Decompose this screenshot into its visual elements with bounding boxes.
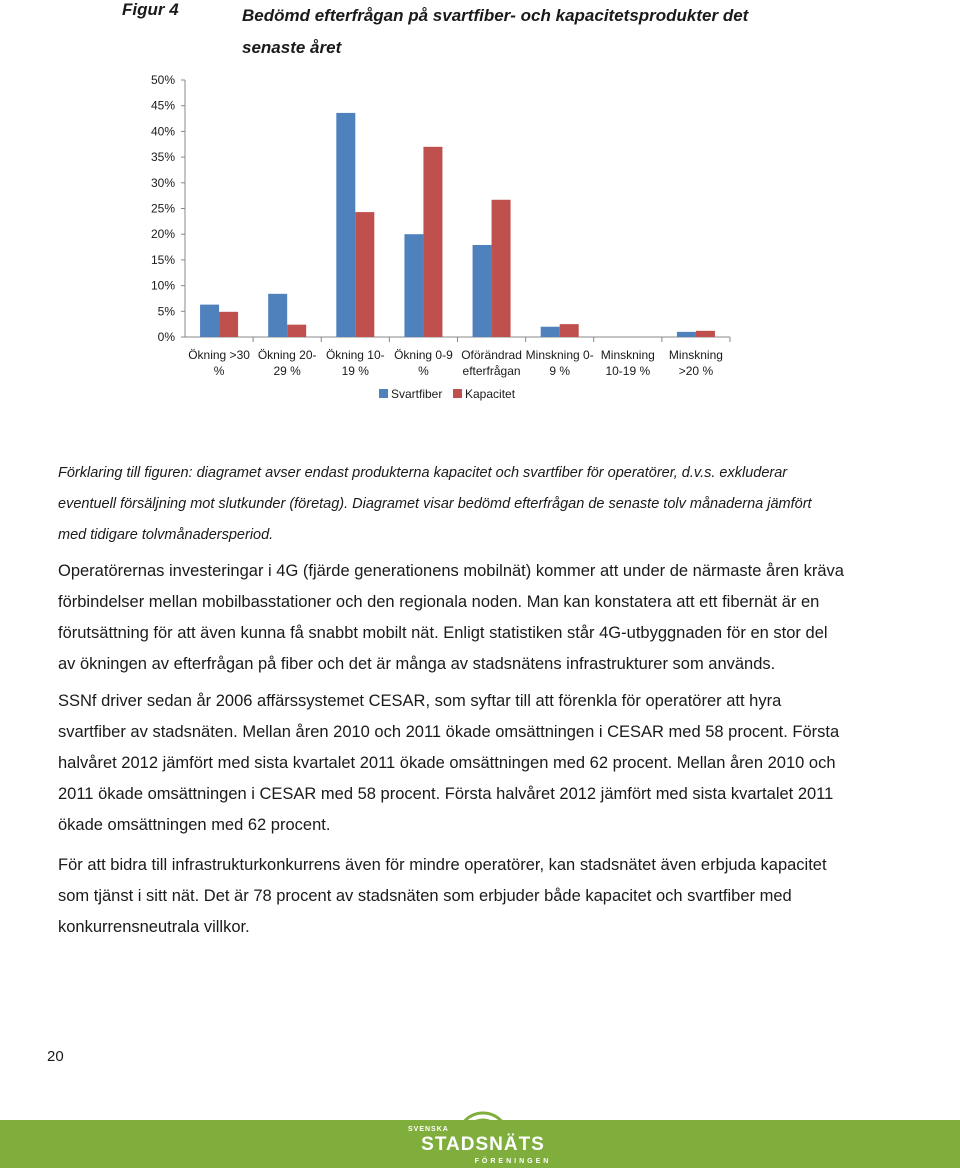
x-tick-label: >20 % <box>678 364 714 378</box>
bar-kapacitet <box>219 312 238 337</box>
logo-top-text: SVENSKA <box>408 1126 449 1133</box>
y-tick-label: 0% <box>157 330 175 344</box>
bar-svartfiber <box>677 332 696 337</box>
bar-kapacitet <box>696 331 715 337</box>
x-tick-label: 29 % <box>273 364 301 378</box>
y-tick-label: 40% <box>150 124 175 139</box>
bar-svartfiber <box>336 113 355 337</box>
x-tick-label: Minskning <box>600 348 655 362</box>
x-tick-label: % <box>418 364 429 378</box>
paragraph-3: För att bidra till infrastrukturkonkurrens även för mindre operatörer, kan stadsnätet även erbjuda kapacitet som tjänst i sitt nät. Det är 78 procent av stadsnäten som erbjuder både kapacitet och svartfiber med konkurrensneutrala villkor. <box>58 856 827 936</box>
logo-bottom-text: FÖRENINGEN <box>474 1158 552 1165</box>
bar-svartfiber <box>473 245 492 337</box>
y-tick-label: 30% <box>150 175 175 190</box>
bar-svartfiber <box>200 305 219 337</box>
page-number: 20 <box>47 1048 64 1065</box>
bar-kapacitet <box>287 325 306 337</box>
stadsnats-logo <box>408 1098 558 1168</box>
y-tick-label: 50% <box>150 73 175 87</box>
y-tick-label: 35% <box>150 150 175 165</box>
y-tick-label: 20% <box>150 227 175 242</box>
x-tick-label: Ökning 10- <box>325 348 385 362</box>
legend-label-kapacitet: Kapacitet <box>465 387 516 401</box>
bar-kapacitet <box>355 212 374 337</box>
logo-main-text: STADSNÄTS <box>421 1134 545 1155</box>
bar-kapacitet <box>492 200 511 337</box>
y-tick-label: 45% <box>150 98 175 113</box>
legend-label-svartfiber: Svartfiber <box>391 387 443 401</box>
figure-title: Bedömd efterfrågan på svartfiber- och kapacitetsprodukter det senaste året <box>242 6 749 57</box>
legend-swatch-svartfiber <box>379 389 388 398</box>
x-tick-label: Minskning <box>668 348 723 362</box>
figure-caption: Förklaring till figuren: diagramet avser endast produkterna kapacitet och svartfiber för operatörer, d.v.s. exkluderar eventuell försäljning mot slutkunder (företag). Diagramet visar bedömd efterfrågan de senaste tolv månaderna jämfört med tidigare tolvmånadersperiod. <box>58 465 812 543</box>
bar-kapacitet <box>560 324 579 337</box>
y-tick-label: 15% <box>150 252 175 267</box>
bar-kapacitet <box>423 147 442 337</box>
bar-svartfiber <box>404 234 423 337</box>
paragraph-2: SSNf driver sedan år 2006 affärssystemet CESAR, som syftar till att förenkla för operatörer att hyra svartfiber av stadsnäten. Mellan åren 2010 och 2011 ökade omsättningen i CESAR med 58 procent. Första halvåret 2012 jämfört med sista kvartalet 2011 ökade omsättningen med 62 procent. Mellan åren 2010 och 2011 ökade omsättningen i CESAR med 58 procent. Första halvåret 2012 jämfört med sista kvartalet 2011 ökade omsättningen med 62 procent. <box>58 692 840 834</box>
legend-swatch-kapacitet <box>453 389 462 398</box>
x-tick-label: Ökning 20- <box>257 348 317 362</box>
x-tick-label: % <box>213 364 225 378</box>
x-tick-label: Minskning 0- <box>525 348 594 362</box>
x-tick-label: Oförändrad <box>461 348 522 362</box>
x-tick-label: 9 % <box>549 364 571 378</box>
paragraph-1: Operatörernas investeringar i 4G (fjärde generationens mobilnät) kommer att under de närmaste åren kräva förbindelser mellan mobilbasstationer och den regionala noden. Man kan konstatera att ett fibernät är en förutsättning för att även kunna få snabbt mobilt nät. Enligt statistiken står 4G-utbyggnaden för en stor del av ökningen av efterfrågan på fiber och det är många av stadsnätens infrastrukturer som används. <box>58 562 844 673</box>
y-tick-label: 5% <box>157 304 175 319</box>
x-tick-label: Ökning 0-9 <box>394 348 453 362</box>
bar-chart <box>0 60 960 420</box>
bar-svartfiber <box>541 327 560 337</box>
y-tick-label: 10% <box>150 278 175 293</box>
y-tick-label: 25% <box>150 201 175 216</box>
x-tick-label: Ökning >30 <box>188 348 250 362</box>
x-tick-label: 19 % <box>341 364 369 378</box>
bar-svartfiber <box>268 294 287 337</box>
figure-number: Figur 4 <box>122 0 179 19</box>
x-tick-label: efterfrågan <box>462 364 521 378</box>
x-tick-label: 10-19 % <box>605 364 651 378</box>
